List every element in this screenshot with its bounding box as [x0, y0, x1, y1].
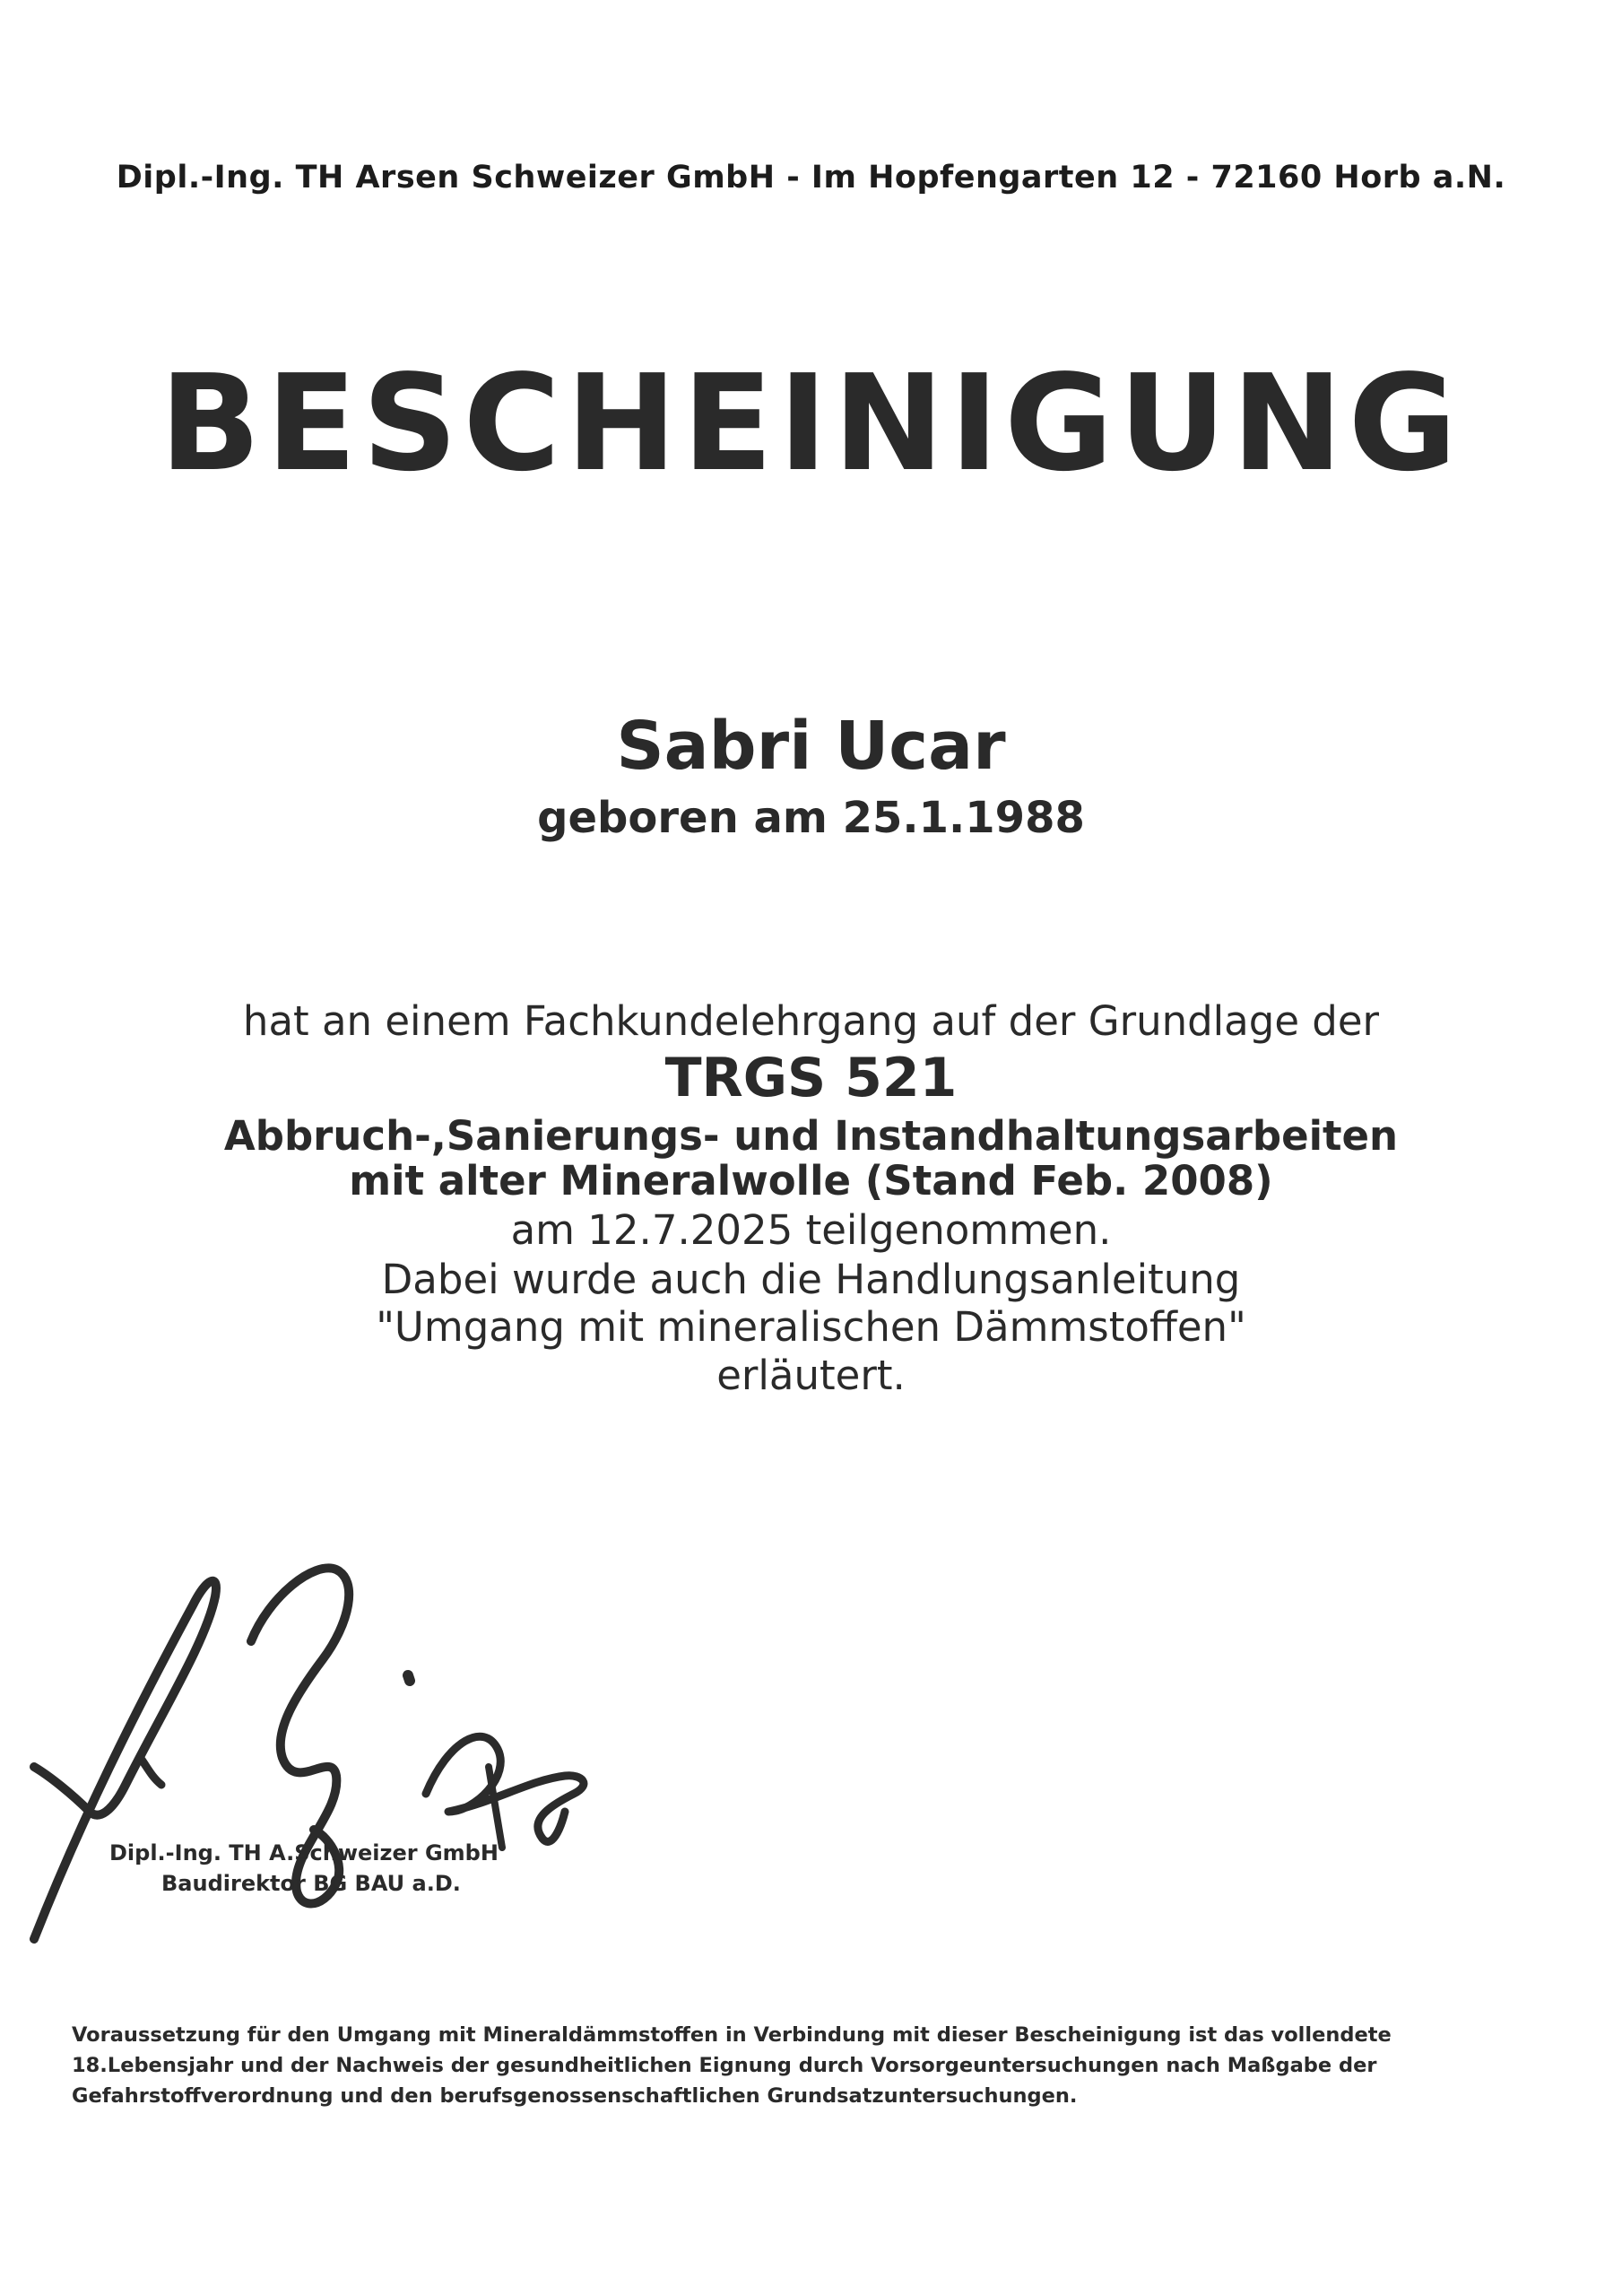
- footnote-line-1: Voraussetzung für den Umgang mit Mineraldämmstoffen in Verbindung mit dieser Bescheinigung ist das vollendete: [72, 2023, 1392, 2047]
- closing-line: erläutert.: [716, 1352, 906, 1399]
- recipient-name: Sabri Ucar: [616, 708, 1006, 785]
- regulation-title: TRGS 521: [664, 1047, 958, 1109]
- company-header: Dipl.-Ing. TH Arsen Schweizer GmbH - Im Hopfengarten 12 - 72160 Horb a.N.: [116, 160, 1506, 196]
- footnote-line-2: 18.Lebensjahr und der Nachweis der gesundheitlichen Eignung durch Vorsorgeuntersuchungen nach Maßgabe der: [72, 2054, 1377, 2077]
- guide-intro: Dabei wurde auch die Handlungsanleitung: [381, 1256, 1241, 1303]
- birth-date-line: geboren am 25.1.1988: [537, 793, 1085, 843]
- requirements-footnote: [72, 2020, 1506, 2111]
- footnote-line-3: Gefahrstoffverordnung und den berufsgenossenschaftlichen Grundsatzuntersuchungen.: [72, 2084, 1078, 2108]
- signatory-company: Dipl.-Ing. TH A.Schweizer GmbH: [109, 1840, 499, 1866]
- topic-line-2: mit alter Mineralwolle (Stand Feb. 2008): [349, 1157, 1273, 1205]
- body-intro: hat an einem Fachkundelehrgang auf der Grundlage der: [242, 997, 1380, 1045]
- certificate-title: BESCHEINIGUNG: [159, 346, 1463, 500]
- guide-title: "Umgang mit mineralischen Dämmstoffen": [376, 1303, 1246, 1351]
- date-line: am 12.7.2025 teilgenommen.: [510, 1206, 1112, 1254]
- topic-line-1: Abbruch-,Sanierungs- und Instandhaltungsarbeiten: [223, 1112, 1399, 1160]
- signatory-title: Baudirektor BG BAU a.D.: [161, 1871, 461, 1896]
